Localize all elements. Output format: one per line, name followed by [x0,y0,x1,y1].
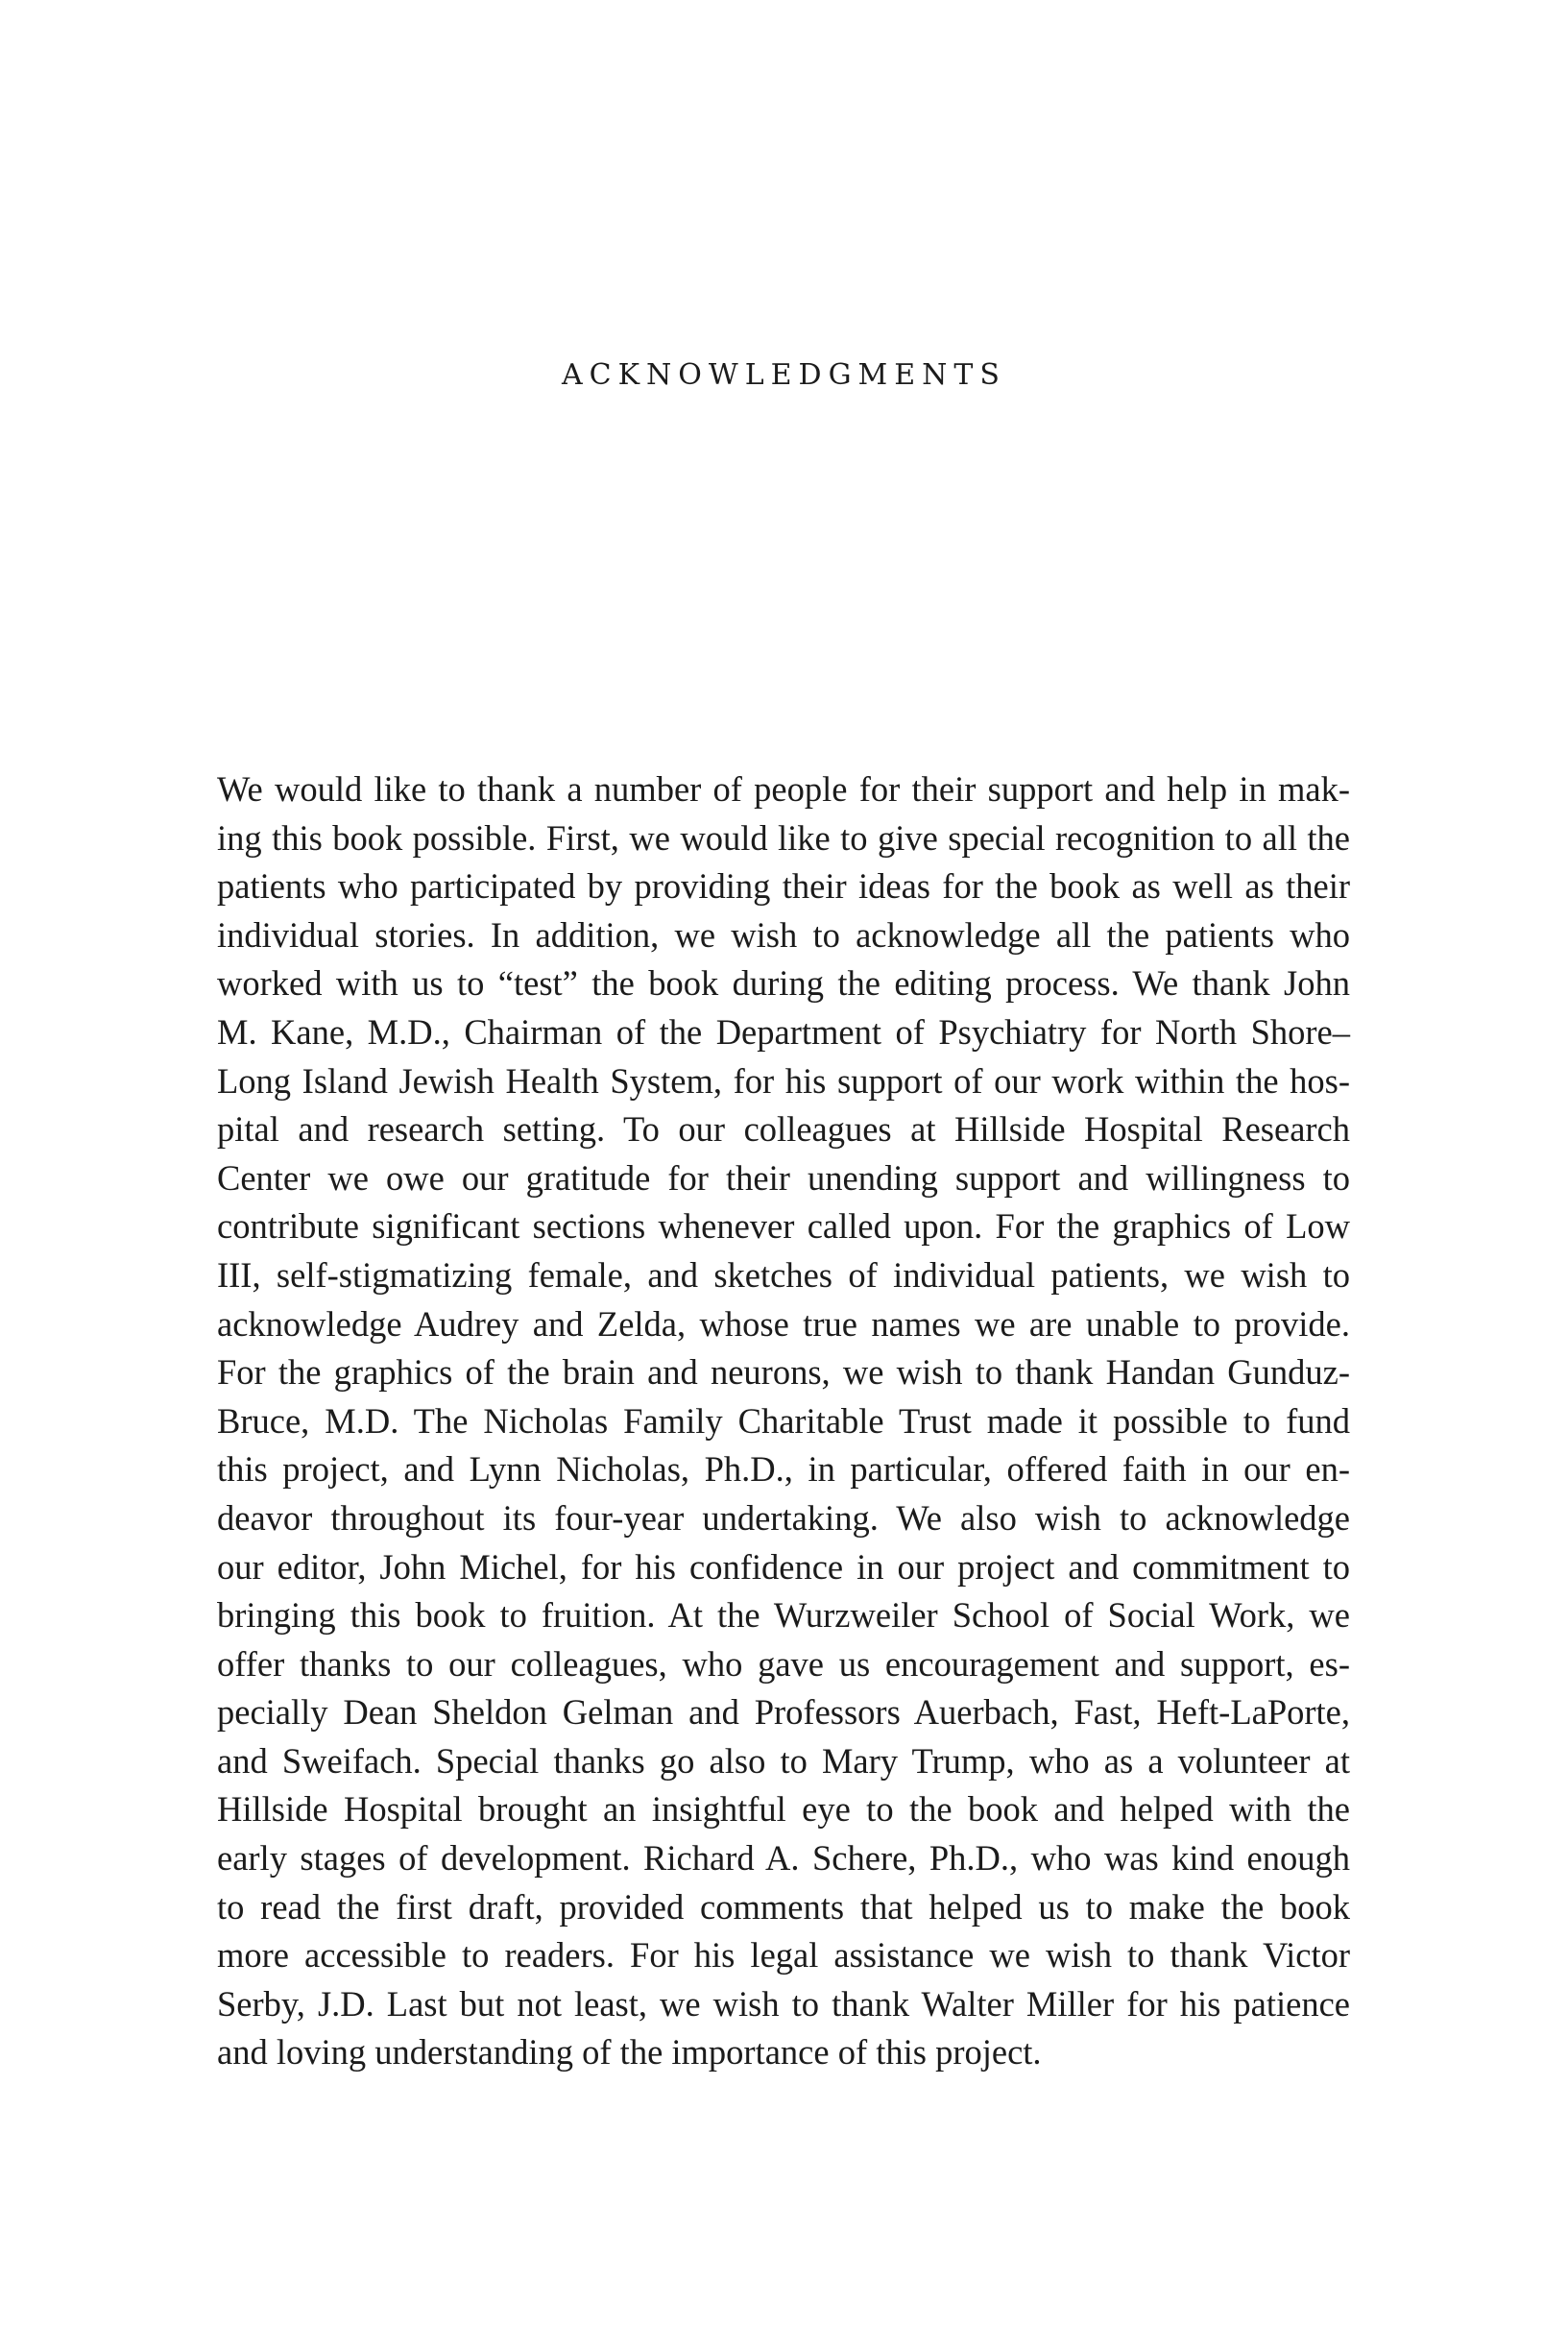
text-line: M. Kane, M.D., Chairman of the Department of Psychiatry for North Shore– [217,1011,1350,1052]
text-line: ing this book possible. First, we would like to give special recognition to all the [217,817,1350,858]
text-line: pecially Dean Sheldon Gelman and Professors Auerbach, Fast, Heft-LaPorte, [217,1692,1350,1733]
text-line: individual stories. In addition, we wish to acknowledge all the patients who [217,914,1350,955]
text-line: We would like to thank a number of people for their support and help in mak- [217,769,1350,809]
page-title: ACKNOWLEDGMENTS [562,358,1006,392]
text-line: Center we owe our gratitude for their unending support and willingness to [217,1157,1350,1198]
text-line: deavor throughout its four-year undertaking. We also wish to acknowledge [217,1497,1350,1538]
text-line: our editor, John Michel, for his confidence in our project and commitment to [217,1546,1350,1587]
text-line: more accessible to readers. For his legal assistance we wish to thank Victor [217,1935,1350,1976]
text-line: and loving understanding of the importance of this project. [217,2032,1042,2073]
text-line: Serby, J.D. Last but not least, we wish to thank Walter Miller for his patience [217,1983,1350,2024]
text-line: III, self-stigmatizing female, and sketches of individual patients, we wish to [217,1254,1350,1295]
text-line: bringing this book to fruition. At the Wurzweiler School of Social Work, we [217,1595,1350,1636]
text-line: Bruce, M.D. The Nicholas Family Charitable Trust made it possible to fund [217,1400,1350,1441]
acknowledgments-paragraph [217,765,1350,2077]
text-line: patients who participated by providing their ideas for the book as well as their [217,866,1350,907]
text-line: Hillside Hospital brought an insightful eye to the book and helped with the [217,1789,1350,1830]
text-line: early stages of development. Richard A. Schere, Ph.D., who was kind enough [217,1838,1350,1879]
text-line: worked with us to “test” the book during the editing process. We thank John [217,963,1350,1004]
text-line: to read the first draft, provided comments that helped us to make the book [217,1886,1350,1927]
text-line: and Sweifach. Special thanks go also to Mary Trump, who as a volunteer at [217,1740,1350,1781]
text-line: contribute significant sections whenever called upon. For the graphics of Low [217,1206,1350,1247]
text-line: Long Island Jewish Health System, for his support of our work within the hos- [217,1060,1350,1101]
text-line: offer thanks to our colleagues, who gave us encouragement and support, es- [217,1643,1350,1684]
text-line: For the graphics of the brain and neurons, we wish to thank Handan Gunduz- [217,1352,1350,1393]
text-line: acknowledge Audrey and Zelda, whose true names we are unable to provide. [217,1303,1350,1344]
text-line: this project, and Lynn Nicholas, Ph.D., in particular, offered faith in our en- [217,1449,1350,1490]
text-line: pital and research setting. To our colleagues at Hillside Hospital Research [217,1109,1350,1150]
